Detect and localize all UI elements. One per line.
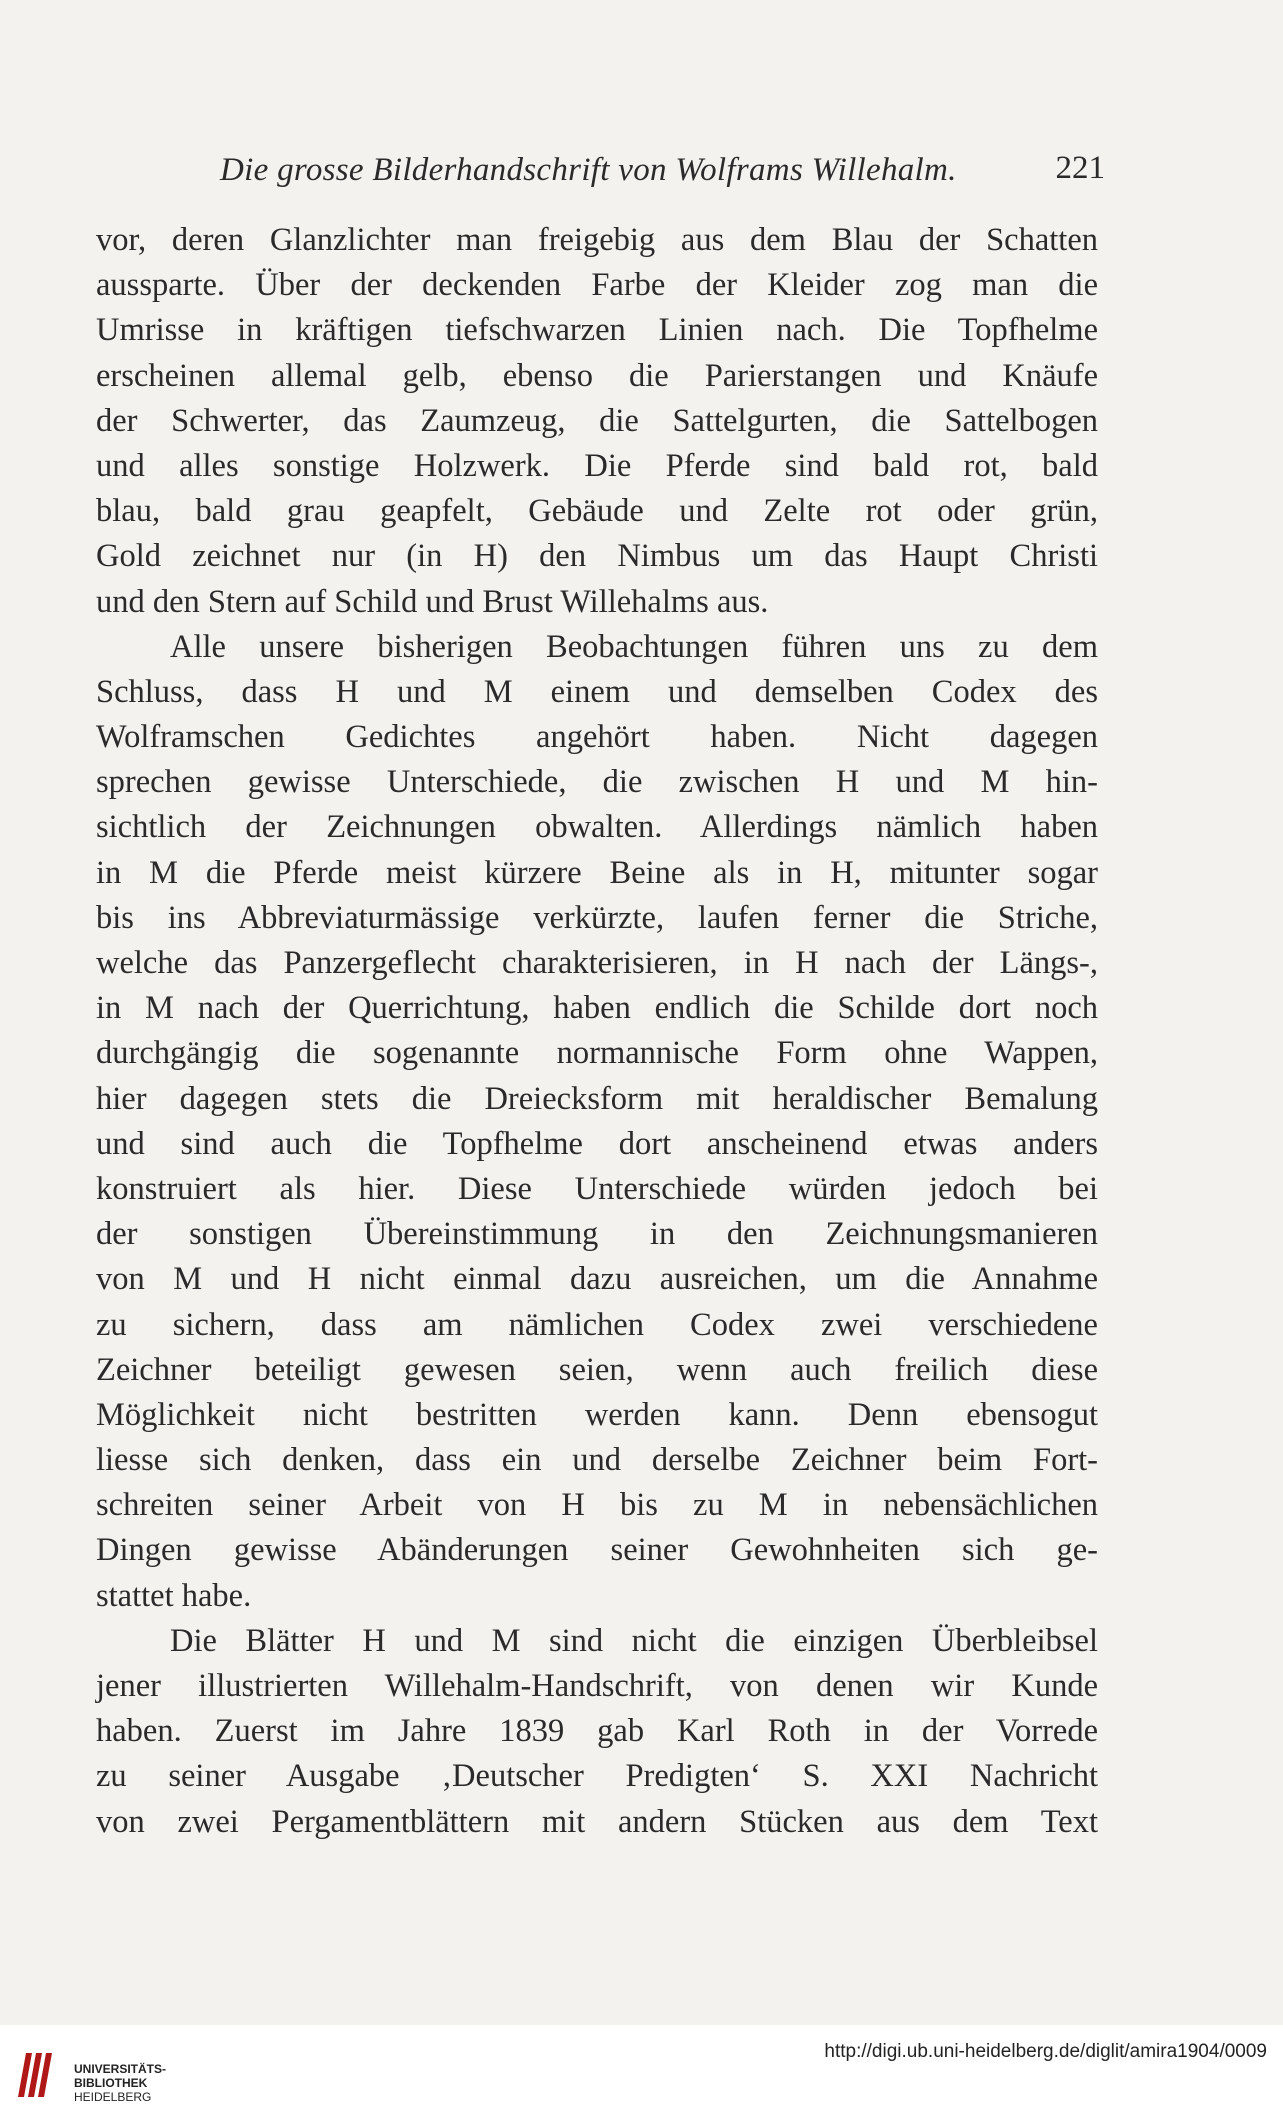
text-line: jener illustrierten Willehalm-Handschrift, von denen wir Kunde [96,1668,1098,1704]
text-line: Gold zeichnet nur (in H) den Nimbus um das Haupt Christi [96,538,1098,575]
text-line: schreiten seiner Arbeit von H bis zu M in nebensächlichen [96,1487,1098,1524]
text-line: zu seiner Ausgabe ‚Deutscher Predigten‘ S. XXI Nachricht [96,1758,1098,1795]
logo-line-2: BIBLIOTHEK [74,2076,148,2090]
logo-line-1: UNIVERSITÄTS- [74,2062,167,2076]
body-text [96,218,1098,1845]
text-line: in M nach der Querrichtung, haben endlich die Schilde dort noch [96,990,1098,1027]
text-line: blau, bald grau geapfelt, Gebäude und Zelte rot oder grün, [96,493,1098,530]
text-line: Die Blätter H und M sind nicht die einzigen Überbleibsel [170,1622,1098,1659]
text-line: stattet habe. [96,1577,252,1614]
text-line: Möglichkeit nicht bestritten werden kann. Denn ebensogut [96,1396,1098,1433]
text-line: konstruiert als hier. Diese Unterschiede würden jedoch bei [96,1170,1098,1207]
text-line: zu sichern, dass am nämlichen Codex zwei verschiedene [96,1306,1098,1343]
text-line: der sonstigen Übereinstimmung in den Zeichnungsmanieren [96,1216,1098,1253]
library-logo [14,2047,167,2107]
library-emblem-icon [14,2047,56,2101]
text-line: sichtlich der Zeichnungen obwalten. Allerdings nämlich haben [96,809,1098,846]
source-url-link[interactable]: http://digi.ub.uni-heidelberg.de/diglit/amira1904/0009 [824,2041,1267,2062]
text-line: Umrisse in kräftigen tiefschwarzen Linien nach. Die Topfhelme [96,312,1098,349]
text-line: von zwei Pergamentblättern mit andern Stücken aus dem Text [96,1803,1098,1840]
text-line: und sind auch die Topfhelme dort anscheinend etwas anders [96,1125,1098,1162]
logo-line-3: HEIDELBERG [74,2090,152,2104]
digitization-footer [0,2025,1283,2122]
text-line: welche das Panzergeflecht charakterisieren, in H nach der Längs-, [96,945,1098,981]
text-line: aussparte. Über der deckenden Farbe der Kleider zog man die [96,267,1098,304]
text-line: durchgängig die sogenannte normannische Form ohne Wappen, [96,1035,1098,1072]
text-line: erscheinen allemal gelb, ebenso die Parierstangen und Knäufe [96,357,1098,394]
text-line: Dingen gewisse Abänderungen seiner Gewohnheiten sich ge- [96,1532,1098,1569]
text-line: der Schwerter, das Zaumzeug, die Sattelgurten, die Sattelbogen [96,402,1098,439]
text-line: bis ins Abbreviaturmässige verkürzte, laufen ferner die Striche, [96,899,1098,936]
text-line: von M und H nicht einmal dazu ausreichen, um die Annahme [96,1261,1098,1298]
page-number: 221 [1055,150,1105,186]
text-line: hier dagegen stets die Dreiecksform mit heraldischer Bemalung [96,1080,1098,1117]
running-header [220,152,1105,192]
text-line: haben. Zuerst im Jahre 1839 gab Karl Roth in der Vorrede [96,1713,1098,1750]
running-title: Die grosse Bilderhandschrift von Wolframs Willehalm. [220,152,957,188]
text-line: und den Stern auf Schild und Brust Willehalms aus. [96,583,769,620]
text-line: Zeichner beteiligt gewesen seien, wenn auch freilich diese [96,1351,1098,1388]
text-line: Alle unsere bisherigen Beobachtungen führen uns zu dem [170,628,1098,665]
text-line: in M die Pferde meist kürzere Beine als in H, mitunter sogar [96,854,1098,891]
text-line: Wolframschen Gedichtes angehört haben. Nicht dagegen [96,719,1098,756]
text-line: vor, deren Glanzlichter man freigebig aus dem Blau der Schatten [96,222,1098,258]
text-line: sprechen gewisse Unterschiede, die zwischen H und M hin- [96,764,1098,801]
text-line: Schluss, dass H und M einem und demselben Codex des [96,673,1098,710]
text-line: und alles sonstige Holzwerk. Die Pferde sind bald rot, bald [96,447,1098,484]
text-line: liesse sich denken, dass ein und derselbe Zeichner beim Fort- [96,1442,1098,1479]
